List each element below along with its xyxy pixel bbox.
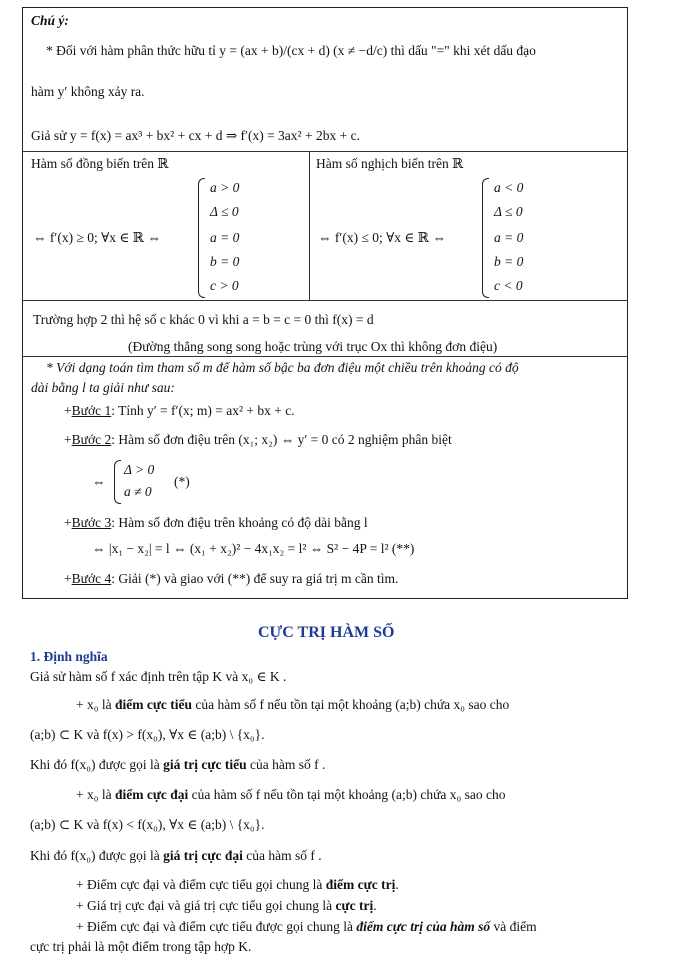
text: + x₀ là [76,697,115,712]
min-value-definition [30,757,325,773]
text: . [373,898,377,913]
step1: +Bước 1: Tính y′ = f′(x; m) = ax² + bx + c. [64,403,295,418]
step2-condition: a ≠ 0 [124,484,152,499]
decreasing-condition: ⇔ f′(x) ≤ 0; ∀x ∈ ℝ ⇔ [318,230,446,245]
case2-text: Trường hợp 2 thì hệ số c khác 0 vì khi a = b = c = 0 thì f(x) = d [33,312,374,327]
term: giá trị cực tiểu [163,757,247,772]
step3-text: : Hàm số đơn điệu trên khoảng có độ dài bằng l [111,515,368,530]
step2-star: (*) [174,474,190,489]
case2-paren: (Đường thẳng song song hoặc trùng với trục Ox thì không đơn điệu) [128,339,498,354]
bracket [198,178,205,298]
max-condition: (a;b) ⊂ K và f(x) < f(x₀), ∀x ∈ (a;b) \ {x₀}. [30,817,265,832]
step3-equation: ⇔ |x₁ − x₂| = l ⇔ (x₁ + x₂)² − 4x₁x₂ = l² ⇔ S² − 4P = l² (**) [92,541,415,556]
dec-condition: b = 0 [494,254,524,269]
term: điểm cực tiểu [114,697,193,712]
min-condition: (a;b) ⊂ K và f(x) > f(x₀), ∀x ∈ (a;b) \ {x₀}. [30,727,265,742]
note [76,898,377,914]
step2: +Bước 2: Hàm số đơn điệu trên (x₁; x₂) ⇔ y′ = 0 có 2 nghiệm phân biệt [64,432,452,447]
bracket [114,460,121,504]
term: điểm cực đại [114,787,189,802]
dec-condition: Δ ≤ 0 [494,204,523,219]
text: + Điểm cực đại và điểm cực tiểu gọi chung là [76,877,326,892]
text: + x₀ là [76,787,115,802]
paragraph: Giả sử hàm số f xác định trên tập K và x₀ ∈ K . [30,669,287,684]
step2-label: Bước 2 [71,432,112,447]
divider [22,300,628,301]
text: Khi đó f(x₀) được gọi là [30,757,164,772]
rational-note-line1: * Đối với hàm phân thức hữu tỉ y = (ax + b)/(cx + d) (x ≠ −d/c) thì dấu "=" khi xét dấu đạo [46,43,536,58]
step4-label: Bước 4 [71,571,112,586]
column-divider [309,151,310,300]
step2-condition: Δ > 0 [124,462,155,477]
step2-iff: ⇔ [92,474,106,489]
increasing-condition: ⇔ f′(x) ≥ 0; ∀x ∈ ℝ ⇔ [33,230,161,245]
text: + Giá trị cực đại và giá trị cực tiểu gọi chung là [76,898,336,913]
max-value-definition [30,848,322,864]
note [76,919,537,935]
step3: +Bước 3: Hàm số đơn điệu trên khoảng có độ dài bằng l [64,515,368,530]
interval-intro-line2: dài bằng l ta giải như sau: [31,380,175,395]
text: của hàm số f nếu tồn tại một khoảng (a;b) chứa x₀ sao cho [188,787,506,802]
increasing-heading: Hàm số đồng biến trên ℝ [31,156,169,171]
decreasing-heading: Hàm số nghịch biến trên ℝ [316,156,464,171]
text: + Điểm cực đại và điểm cực tiểu được gọi chung là [76,919,357,934]
step1-text: : Tính y′ = f′(x; m) = ax² + bx + c. [111,403,295,418]
dec-condition: a < 0 [494,180,524,195]
inc-condition: b = 0 [210,254,240,269]
rational-note-line2: hàm y′ không xảy ra. [31,84,145,99]
term: điểm cực trị của hàm số [356,919,491,934]
step2-text: : Hàm số đơn điệu trên (x₁; x₂) ⇔ y′ = 0 có 2 nghiệm phân biệt [111,432,452,447]
note-continuation: cực trị phải là một điểm trong tập hợp K. [30,939,252,954]
step4-text: : Giải (*) và giao với (**) để suy ra giá trị m cần tìm. [111,571,399,586]
dec-condition: a = 0 [494,230,524,245]
inc-condition: Δ ≤ 0 [210,204,239,219]
max-point-definition [76,787,505,803]
min-point-definition [76,697,509,713]
text: của hàm số f nếu tồn tại một khoảng (a;b) chứa x₀ sao cho [192,697,510,712]
step3-label: Bước 3 [71,515,112,530]
section-subheading: 1. Định nghĩa [30,649,108,664]
text: và điểm [490,919,537,934]
bracket [482,178,489,298]
cubic-assumption: Giả sử y = f(x) = ax³ + bx² + cx + d ⇒ f′(x) = 3ax² + 2bx + c. [31,128,360,143]
inc-condition: a = 0 [210,230,240,245]
divider [22,356,628,357]
inc-condition: c > 0 [210,278,239,293]
term: cực trị [335,898,374,913]
step4: +Bước 4: Giải (*) và giao với (**) để suy ra giá trị m cần tìm. [64,571,399,586]
interval-intro-line1: * Với dạng toán tìm tham số m để hàm số bậc ba đơn điệu một chiều trên khoảng có độ [46,360,519,375]
note [76,877,399,893]
section-title: CỰC TRỊ HÀM SỐ [258,624,395,641]
step1-label: Bước 1 [71,403,112,418]
text: của hàm số f . [246,757,326,772]
dec-condition: c < 0 [494,278,523,293]
divider [22,151,628,152]
inc-condition: a > 0 [210,180,240,195]
note-heading: Chú ý: [31,13,69,28]
term: giá trị cực đại [163,848,243,863]
term: điểm cực trị [325,877,396,892]
text: Khi đó f(x₀) được gọi là [30,848,164,863]
text: của hàm số f . [242,848,322,863]
text: . [395,877,399,892]
